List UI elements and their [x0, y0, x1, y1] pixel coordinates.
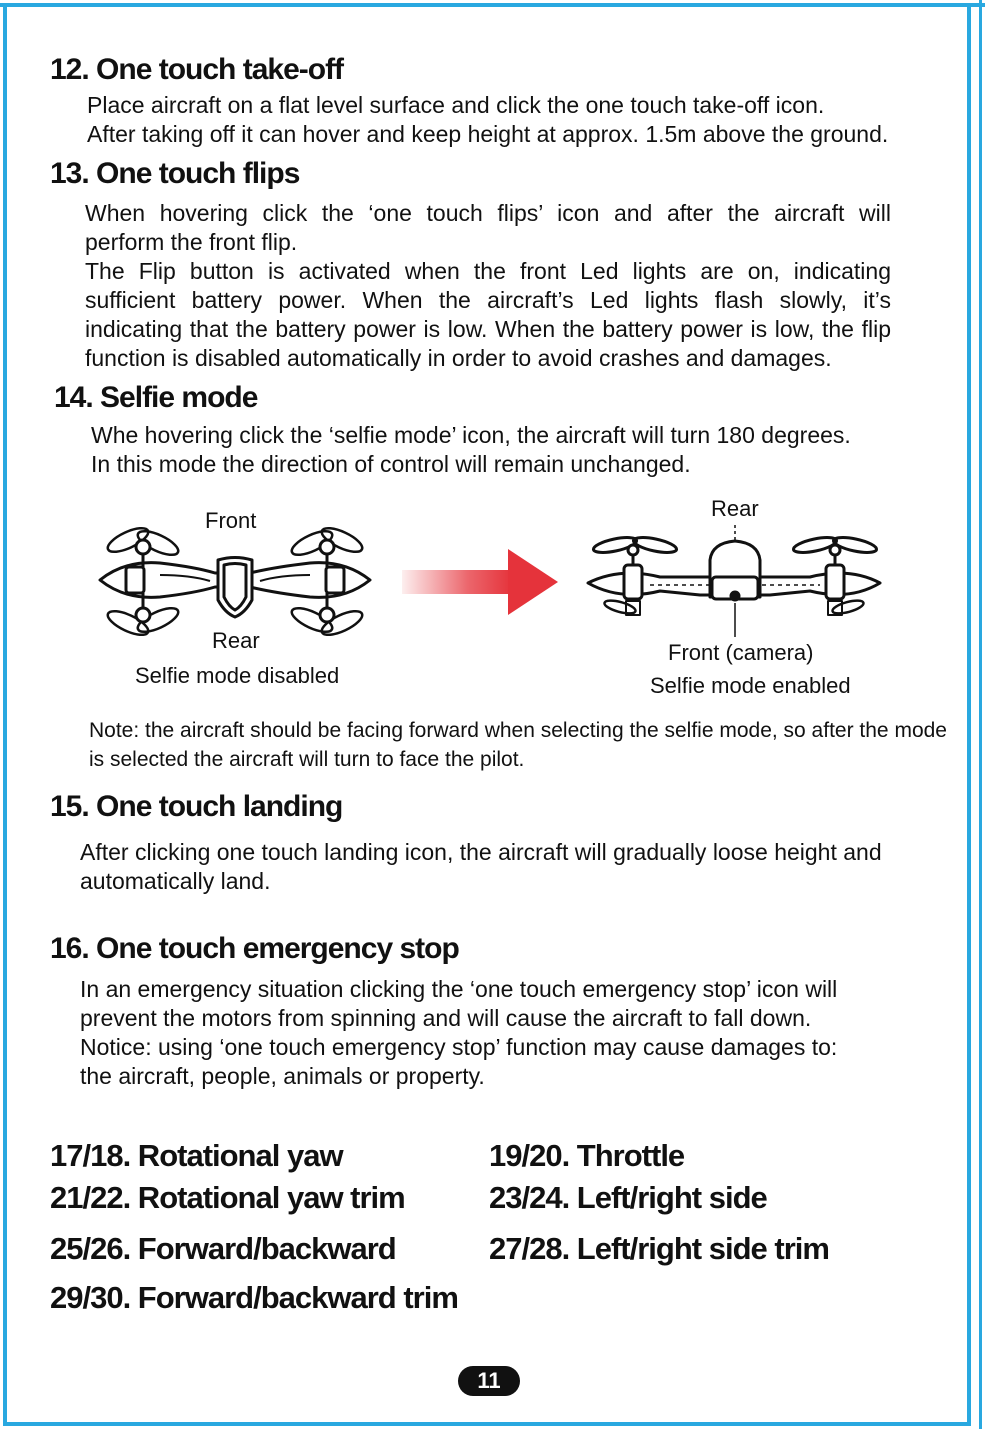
section-15-line: automatically land. — [80, 868, 271, 894]
control-throttle: 19/20. Throttle — [489, 1138, 685, 1173]
drone-top-view-icon — [100, 523, 370, 639]
section-12-line: After taking off it can hover and keep height at approx. 1.5m above the ground. — [87, 121, 889, 147]
section-13-line: The Flip button is activated when the front Led lights are on, indicating — [85, 258, 891, 284]
section-13-line: perform the front flip. — [85, 229, 298, 255]
section-16-body — [80, 975, 940, 1091]
section-14-body — [91, 421, 921, 479]
section-16-line: the aircraft, people, animals or property. — [80, 1063, 485, 1089]
diagram-right-front-camera-label: Front (camera) — [668, 640, 814, 665]
section-16-line: prevent the motors from spinning and will cause the aircraft to fall down. — [80, 1005, 812, 1031]
section-13-title: 13. One touch flips — [50, 157, 300, 190]
page-frame-edge — [979, 0, 982, 1429]
section-12-line: Place aircraft on a flat level surface and click the one touch take-off icon. — [87, 92, 825, 118]
page-frame-left — [3, 3, 7, 1426]
section-12-body — [87, 91, 917, 149]
diagram-left-caption: Selfie mode disabled — [135, 663, 340, 688]
section-13-line: indicating that the battery power is low. When the battery power is low, the flip — [85, 316, 891, 342]
page-number: 11 — [458, 1366, 520, 1396]
section-14-line: Whe hovering click the ‘selfie mode’ icon, the aircraft will turn 180 degrees. — [91, 422, 851, 448]
control-rotational-yaw-trim: 21/22. Rotational yaw trim — [50, 1180, 405, 1215]
control-left-right-side-trim: 27/28. Left/right side trim — [489, 1231, 829, 1266]
control-forward-backward-trim: 29/30. Forward/backward trim — [50, 1280, 458, 1315]
selfie-note — [89, 716, 949, 774]
page-frame-bottom — [3, 1422, 971, 1426]
section-16-title: 16. One touch emergency stop — [50, 932, 459, 965]
diagram-left-rear-label: Rear — [212, 628, 260, 653]
selfie-note-line: Note: the aircraft should be facing forward when selecting the selfie mode, so after the mode — [89, 719, 947, 742]
diagram-right-rear-label: Rear — [711, 496, 759, 521]
section-14-line: In this mode the direction of control will remain unchanged. — [91, 451, 691, 477]
diagram-left-front-label: Front — [205, 508, 257, 533]
section-12-title: 12. One touch take-off — [50, 53, 344, 86]
selfie-note-line: is selected the aircraft will turn to face the pilot. — [89, 748, 525, 771]
section-13-body — [85, 199, 891, 373]
section-13-line: When hovering click the ‘one touch flips’ icon and after the aircraft will — [85, 200, 891, 226]
page-frame-top — [0, 3, 985, 7]
section-15-line: After clicking one touch landing icon, the aircraft will gradually loose height and — [80, 839, 882, 865]
page-frame-right — [967, 3, 971, 1426]
section-13-line: function is disabled automatically in order to avoid crashes and damages. — [85, 345, 832, 371]
section-15-body — [80, 838, 940, 896]
section-14-title: 14. Selfie mode — [54, 381, 258, 414]
section-13-line: sufficient battery power. When the aircraft’s Led lights flash slowly, it’s — [85, 287, 891, 313]
control-forward-backward: 25/26. Forward/backward — [50, 1231, 396, 1266]
control-left-right-side: 23/24. Left/right side — [489, 1180, 767, 1215]
drone-front-view-icon — [588, 525, 880, 637]
section-16-line: Notice: using ‘one touch emergency stop’ function may cause damages to: — [80, 1034, 838, 1060]
section-15-title: 15. One touch landing — [50, 790, 343, 823]
control-rotational-yaw: 17/18. Rotational yaw — [50, 1138, 343, 1173]
transition-arrow-icon — [402, 549, 558, 615]
section-16-line: In an emergency situation clicking the ‘one touch emergency stop’ icon will — [80, 976, 838, 1002]
diagram-right-caption: Selfie mode enabled — [650, 673, 851, 698]
